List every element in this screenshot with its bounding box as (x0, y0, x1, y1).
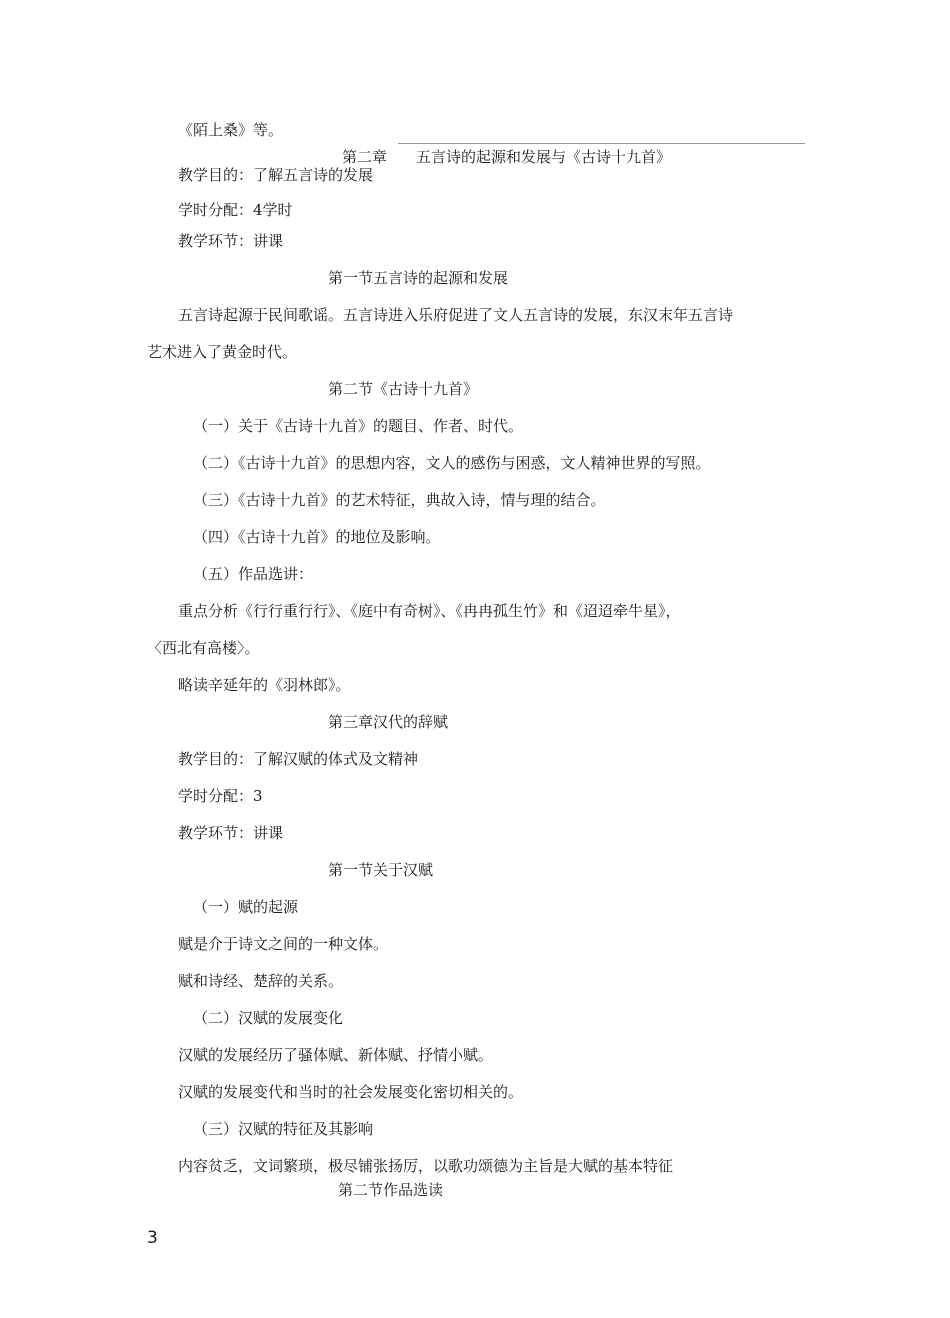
text-line: 《陌上桑》等。 (178, 121, 284, 139)
paragraph-line: 艺术进入了黄金时代。 (147, 343, 298, 361)
section-heading: 第一节关于汉赋 (328, 861, 434, 879)
text-line: 教学目的：了解汉赋的体式及文精神 (178, 750, 419, 768)
chapter-label: 第二章 (342, 148, 388, 166)
section-heading: 第二节作品选读 (338, 1181, 444, 1199)
text-line: 教学环节：讲课 (178, 232, 284, 250)
list-item: （三）汉赋的特征及其影响 (193, 1120, 374, 1138)
paragraph-line: 五言诗起源于民间歌谣。五言诗进入乐府促进了文人五言诗的发展，东汉末年五言诗 (178, 306, 734, 324)
paragraph-line: 汉赋的发展变代和当时的社会发展变化密切相关的。 (178, 1083, 524, 1101)
list-item: （二）汉赋的发展变化 (193, 1009, 344, 1027)
list-item: （五）作品选讲： (193, 565, 314, 583)
text-line: 教学环节：讲课 (178, 824, 284, 842)
section-heading: 第一节五言诗的起源和发展 (328, 269, 509, 287)
paragraph-line: 赋是介于诗文之间的一种文体。 (178, 935, 389, 953)
section-heading: 第二节《古诗十九首》 (328, 380, 479, 398)
text-line: 学时分配：3 (178, 787, 263, 805)
paragraph-line: 〈西北有高楼〉。 (147, 639, 260, 657)
list-item: （三）《古诗十九首》的艺术特征，典故入诗，情与理的结合。 (193, 491, 606, 509)
paragraph-line: 重点分析《行行重行行》、《庭中有奇树》、《冉冉孤生竹》和《迢迢牵牛星》， (178, 602, 681, 620)
text-line: 教学目的：了解五言诗的发展 (178, 166, 374, 184)
paragraph-line: 内容贫乏，文词繁琐，极尽铺张扬厉，以歌功颂德为主旨是大赋的基本特征 (178, 1157, 674, 1175)
list-item: （二）《古诗十九首》的思想内容，文人的感伤与困惑，文人精神世界的写照。 (193, 454, 711, 472)
page-number: 3 (147, 1228, 158, 1248)
list-item: （一）赋的起源 (193, 898, 299, 916)
paragraph-line: 略读辛延年的《羽林郎》。 (178, 676, 351, 694)
header-rule (398, 143, 805, 144)
chapter-heading: 第三章汉代的辞赋 (328, 713, 449, 731)
list-item: （四）《古诗十九首》的地位及影响。 (193, 528, 441, 546)
list-item: （一）关于《古诗十九首》的题目、作者、时代。 (193, 417, 524, 435)
chapter-title: 五言诗的起源和发展与《古诗十九首》 (416, 148, 672, 166)
paragraph-line: 赋和诗经、楚辞的关系。 (178, 972, 344, 990)
paragraph-line: 汉赋的发展经历了骚体赋、新体赋、抒情小赋。 (178, 1046, 494, 1064)
text-line: 学时分配：4学时 (178, 201, 293, 219)
